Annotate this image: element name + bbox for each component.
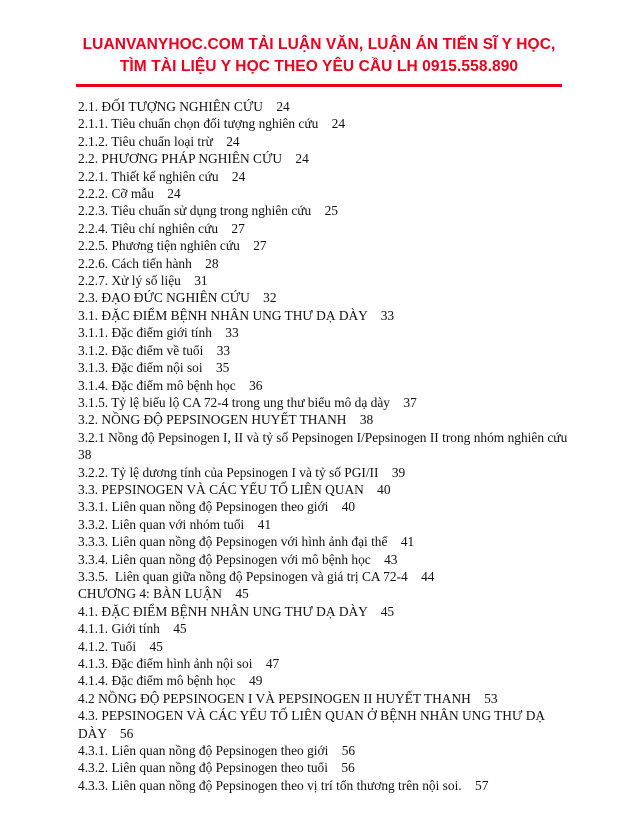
toc-entry: 2.2.4. Tiêu chí nghiên cứu 27	[78, 220, 245, 236]
toc-entry: 3.1.1. Đặc điểm giới tính 33	[78, 325, 239, 341]
toc-entry: 2.3. ĐẠO ĐỨC NGHIÊN CỨU 32	[78, 290, 277, 306]
toc-entry: 4.1.3. Đặc điểm hình ảnh nội soi 47	[78, 656, 280, 671]
toc-entry: 2.2.5. Phương tiện nghiên cứu 27	[78, 238, 267, 254]
toc-entry: 3.2. NỒNG ĐỘ PEPSINOGEN HUYẾT THANH 38	[78, 412, 374, 428]
toc-entry: 3.1.2. Đặc điểm về tuổi 33	[78, 342, 231, 358]
toc-entry: 3.3.1. Liên quan nồng độ Pepsinogen theo giới 40	[78, 499, 356, 515]
toc-entry: 3.3.3. Liên quan nồng độ Pepsinogen với hình ảnh đại thể 41	[78, 534, 415, 550]
toc-entry: 2.2.3. Tiêu chuẩn sử dụng trong nghiên cứu 25	[78, 203, 338, 219]
toc-entry: 2.1.2. Tiêu chuẩn loại trừ 24	[78, 133, 240, 149]
toc-entry: 2.2. PHƯƠNG PHÁP NGHIÊN CỨU 24	[78, 151, 309, 167]
toc-entry: 4.3. PEPSINOGEN VÀ CÁC YẾU TỐ LIÊN QUAN Ở BỆNH NHÂN UNG THƯ DẠ DÀY 56	[78, 708, 549, 741]
toc-entry: 4.2 NỒNG ĐỘ PEPSINOGEN I VÀ PEPSINOGEN II HUYẾT THANH 53	[78, 690, 498, 706]
toc-entry: 3.2.1 Nồng độ Pepsinogen I, II và tỷ số Pepsinogen I/Pepsinogen II trong nhóm nghiên cứu 38	[78, 429, 581, 463]
toc-entry: 4.1. ĐẶC ĐIỂM BỆNH NHÂN UNG THƯ DẠ DÀY 45	[78, 603, 395, 619]
toc-entry: 3.1.4. Đặc điểm mô bệnh học 36	[78, 377, 263, 393]
toc-entry: 3.3.2. Liên quan với nhóm tuổi 41	[78, 516, 272, 532]
toc-entry: 3.1.3. Đặc điểm nội soi 35	[78, 360, 230, 376]
toc-entry: 3.2.2. Tỷ lệ dương tính của Pepsinogen I và tỷ số PGI/II 39	[78, 464, 406, 480]
toc-entry: 4.1.4. Đặc điểm mô bệnh học 49	[78, 673, 263, 689]
table-of-contents	[78, 98, 581, 794]
toc-entry: 4.3.2. Liên quan nồng độ Pepsinogen theo tuổi 56	[78, 760, 355, 776]
toc-entry: 4.3.1. Liên quan nồng độ Pepsinogen theo giới 56	[78, 743, 356, 759]
toc-entry: 2.2.2. Cỡ mẫu 24	[78, 186, 181, 202]
toc-entry: 4.1.2. Tuổi 45	[78, 638, 163, 654]
header-line-2: TÌM TÀI LIỆU Y HỌC THEO YÊU CẦU LH 0915.558.890	[119, 58, 519, 75]
toc-entry: 2.2.6. Cách tiến hành 28	[78, 255, 219, 271]
header-line-1: LUANVANYHOC.COM TẢI LUẬN VĂN, LUẬN ÁN TIẾN SĨ Y HỌC,	[82, 36, 556, 53]
toc-entry: CHƯƠNG 4: BÀN LUẬN 45	[78, 586, 249, 602]
header-divider	[76, 84, 562, 87]
toc-entry: 4.1.1. Giới tính 45	[78, 621, 187, 637]
toc-entry: 2.1.1. Tiêu chuẩn chọn đối tượng nghiên cứu 24	[78, 116, 346, 132]
toc-entry: 3.3.5. Liên quan giữa nồng độ Pepsinogen và giá trị CA 72-4 44	[78, 568, 435, 584]
toc-entry: 3.3.4. Liên quan nồng độ Pepsinogen với mô bệnh học 43	[78, 551, 398, 567]
toc-entry: 3.1. ĐẶC ĐIỂM BỆNH NHÂN UNG THƯ DẠ DÀY 33	[78, 307, 395, 323]
page-header	[40, 34, 598, 78]
toc-entry: 2.2.1. Thiết kế nghiên cứu 24	[78, 168, 246, 184]
toc-entry: 3.3. PEPSINOGEN VÀ CÁC YẾU TỐ LIÊN QUAN 40	[78, 481, 391, 497]
toc-entry: 4.3.3. Liên quan nồng độ Pepsinogen theo vị trí tổn thương trên nội soi. 57	[78, 777, 489, 793]
toc-entry: 2.1. ĐỐI TƯỢNG NGHIÊN CỨU 24	[78, 99, 290, 114]
toc-entry: 2.2.7. Xử lý số liệu 31	[78, 273, 208, 289]
toc-entry: 3.1.5. Tỷ lệ biểu lộ CA 72-4 trong ung thư biểu mô dạ dày 37	[78, 394, 417, 410]
